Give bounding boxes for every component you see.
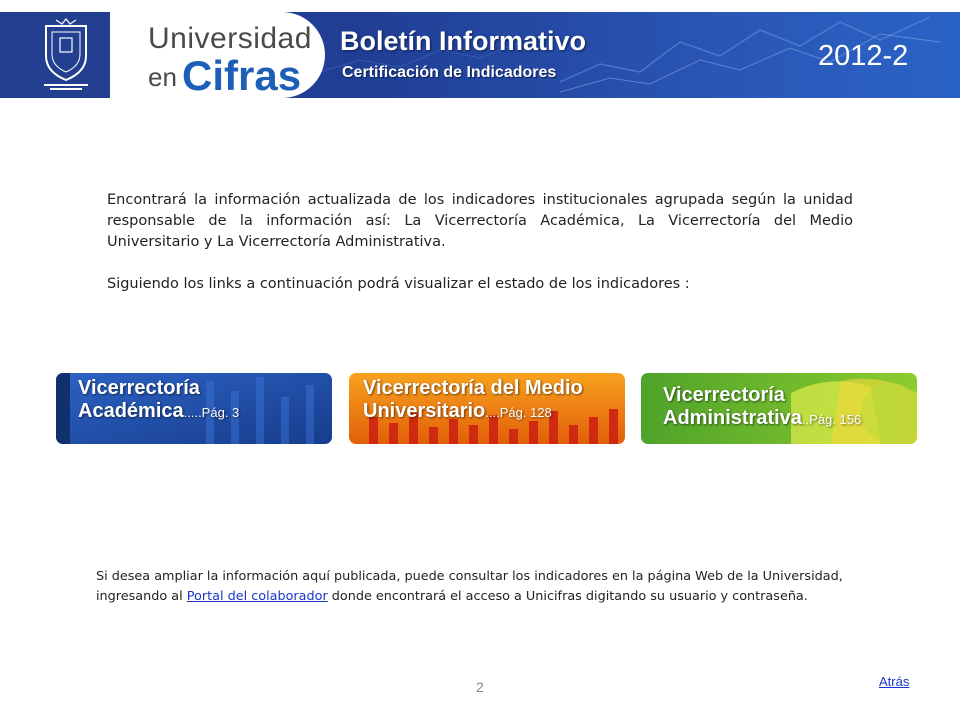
more-info-after: donde encontrará el acceso a Unicifras digitando su usuario y contraseña. <box>327 589 808 604</box>
vicerrectoria-medio-universitario-button[interactable] <box>349 373 625 444</box>
university-crest-icon <box>40 18 92 92</box>
academica-page: .....Pág. 3 <box>183 405 240 420</box>
vicerrectoria-administrativa-button[interactable] <box>641 373 917 444</box>
intro-text <box>107 190 853 295</box>
vicerrectoria-academica-button[interactable] <box>56 373 332 444</box>
medio-line1: Vicerrectoría del Medio <box>363 377 583 399</box>
intro-paragraph-2: Siguiendo los links a continuación podrá visualizar el estado de los indicadores : <box>107 276 690 292</box>
medio-line2: Universitario <box>363 400 486 422</box>
academica-line1: Vicerrectoría <box>78 377 200 399</box>
medio-button-label <box>363 377 583 424</box>
more-info-before: Si desea ampliar la información aquí publicada, puede consultar los indicadores en la página Web de la Universidad, ingresando al <box>96 569 843 604</box>
portal-colaborador-link[interactable]: Portal del colaborador <box>186 589 328 604</box>
header-banner <box>0 12 960 98</box>
bulletin-title: Boletín Informativo <box>340 26 587 56</box>
logo-text-en: en <box>148 62 177 92</box>
administrativa-page: ..Pág. 156 <box>801 412 862 427</box>
logo-text-cifras: Cifras <box>182 52 302 98</box>
administrativa-line2: Administrativa <box>663 407 802 429</box>
intro-paragraph-1: Encontrará la información actualizada de los indicadores institucionales agrupada según la unidad responsable de la información así: La Vicerrectoría Académica, La Vicerrectoría del Medio Universitario y La Vicerrectoría Administrativa. <box>107 192 853 250</box>
administrativa-line1: Vicerrectoría <box>663 384 785 406</box>
term-label: 2012-2 <box>818 40 909 72</box>
page-number: 2 <box>476 679 484 695</box>
bulletin-subtitle: Certificación de Indicadores <box>342 64 557 81</box>
academica-button-label <box>78 377 239 424</box>
administrativa-button-label <box>663 384 861 431</box>
more-info-text <box>96 567 876 607</box>
logo-text-universidad: Universidad <box>148 22 312 55</box>
academica-line2: Académica <box>78 400 184 422</box>
back-link[interactable]: Atrás <box>879 674 910 689</box>
medio-page: ....Pág. 128 <box>485 405 552 420</box>
